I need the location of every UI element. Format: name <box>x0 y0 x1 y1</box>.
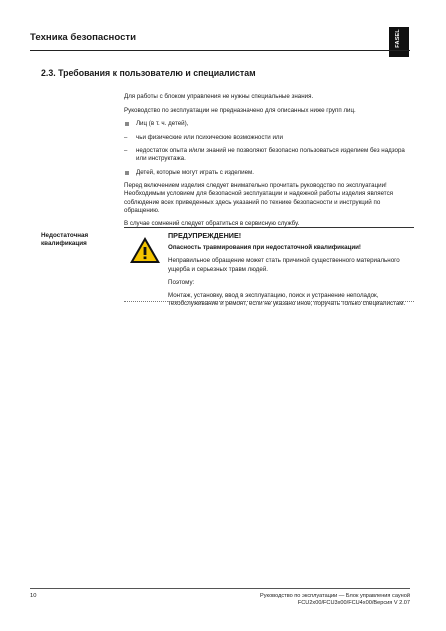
header-divider <box>30 50 410 51</box>
warning-title: ПРЕДУПРЕЖДЕНИЕ! <box>168 231 242 240</box>
footer-divider <box>30 588 410 589</box>
body-paragraph: Для работы с блоком управления не нужны специальные знания. <box>124 93 314 100</box>
warning-triangle-icon <box>129 236 161 264</box>
warning-top-rule <box>124 227 414 228</box>
side-label: Недостаточная квалификация <box>41 232 89 247</box>
warning-subtitle: Опасность травмирования при недостаточной квалификации! <box>168 244 361 252</box>
list-item <box>124 120 414 128</box>
exclamation-dot <box>144 257 147 260</box>
warning-paragraph: Поэтому: <box>168 278 195 286</box>
section-body <box>124 93 414 234</box>
section-title: 2.3. Требования к пользователю и специалистам <box>41 68 256 78</box>
footer-line: FCU2x00/FCU3x00/FCU4x00/Версия V 2.07 <box>297 600 410 606</box>
footer-line: Руководство по эксплуатации — Блок управления сауной <box>260 593 410 599</box>
dash-bullet-icon: – <box>124 134 128 141</box>
exclamation-bar <box>144 247 147 255</box>
body-paragraph: Руководство по эксплуатации не предназначено для описанных ниже групп лиц. <box>124 106 356 114</box>
square-bullet-icon <box>125 171 129 175</box>
warning-paragraph: Монтаж, установку, ввод в эксплуатацию, поиск и устранение неполадок, техобслуживание и ремонт, если не указано иное, поручать только специалистам. <box>168 292 406 308</box>
body-paragraph: В случае сомнений следует обратиться в сервисную службу. <box>124 220 300 228</box>
page-number: 10 <box>30 593 37 599</box>
warning-bottom-rule <box>124 301 414 302</box>
logo-text: FASEL <box>395 29 402 48</box>
list-item <box>124 147 414 163</box>
list-item-text: Лиц (в т. ч. детей), <box>136 120 189 128</box>
list-item <box>124 169 414 177</box>
footer-text <box>260 593 410 607</box>
square-bullet-icon <box>125 122 129 126</box>
page-header-title: Техника безопасности <box>30 32 136 43</box>
list-item-text: чьи физические или психические возможности или <box>136 133 283 141</box>
fasel-logo <box>389 27 409 57</box>
list-item <box>124 134 414 142</box>
dash-bullet-icon: – <box>124 148 128 155</box>
list-item-text: Детей, которые могут играть с изделием. <box>136 168 254 176</box>
warning-paragraph: Неправильное обращение может стать причиной существенного материального ущерба и серьезных травм людей. <box>168 257 400 273</box>
list-item-text: недостаток опыта и/или знаний не позволяют безопасно пользоваться изделием без надзора или инструктажа. <box>136 147 405 163</box>
body-paragraph: Перед включением изделия следует внимательно прочитать руководство по эксплуатации! Необходимым условием для безопасной эксплуатации и надежной работы изделия является соблюдение всех приведенных здесь указаний по технике безопасности и инструкций по обращению. <box>124 182 394 214</box>
